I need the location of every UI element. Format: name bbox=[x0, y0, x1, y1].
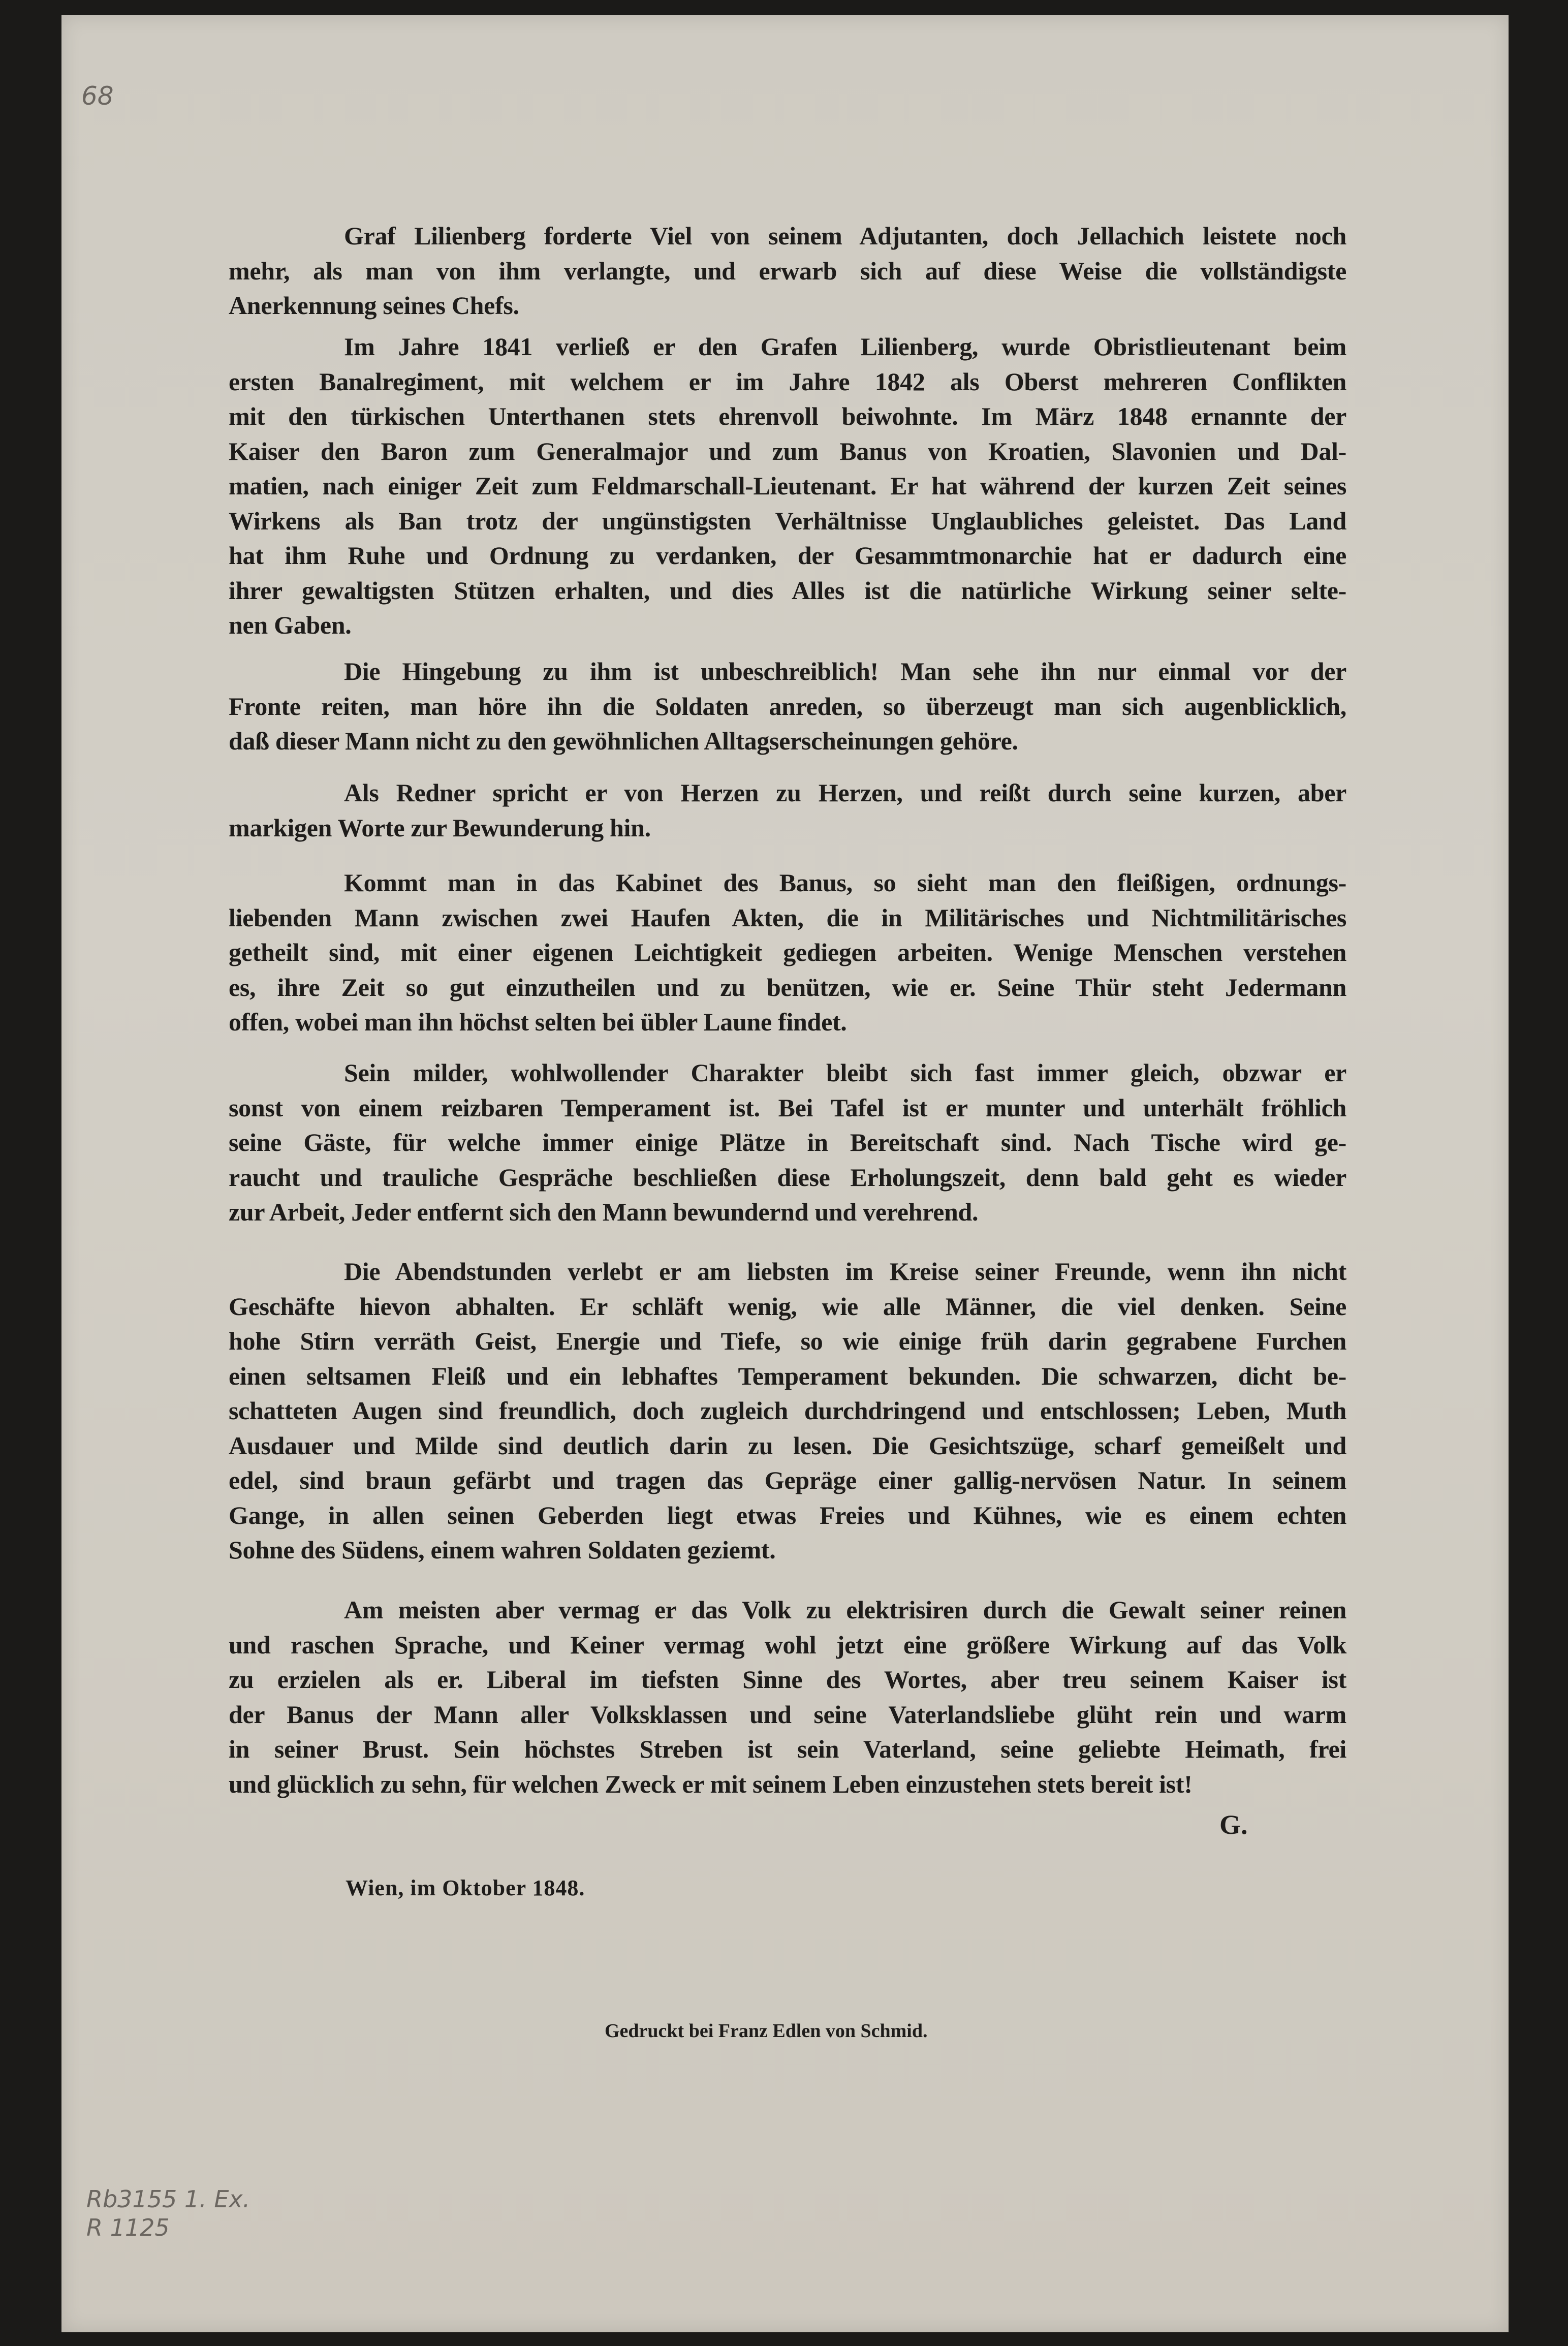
paragraph bbox=[229, 329, 1346, 643]
text-line: Wirkens als Ban trotz der ungünstigsten Verhältnisse Unglaubliches geleistet. Das Land bbox=[229, 506, 1346, 535]
text-line: getheilt sind, mit einer eigenen Leichtigkeit gediegen arbeiten. Wenige Menschen verstehen bbox=[229, 938, 1346, 966]
place-date: Wien, im Oktober 1848. bbox=[346, 1875, 585, 1900]
text-line: Sein milder, wohlwollender Charakter bleibt sich fast immer gleich, obzwar er bbox=[344, 1058, 1346, 1087]
text-line: und raschen Sprache, und Keiner vermag wohl jetzt eine größere Wirkung auf das Volk bbox=[229, 1630, 1346, 1659]
text-line: zur Arbeit, Jeder entfernt sich den Mann bewundernd und verehrend. bbox=[229, 1198, 979, 1226]
paragraph bbox=[229, 1592, 1346, 1801]
text-line: mit den türkischen Unterthanen stets ehrenvoll beiwohnte. Im März 1848 ernannte der bbox=[229, 402, 1346, 430]
handwritten-page-number: 68 bbox=[81, 81, 114, 111]
text-line: Gange, in allen seinen Geberden liegt etwas Freies und Kühnes, wie es einem echten bbox=[229, 1500, 1346, 1529]
text-line: Die Hingebung zu ihm ist unbeschreiblich! Man sehe ihn nur einmal vor der bbox=[344, 657, 1346, 685]
text-line: daß dieser Mann nicht zu den gewöhnlichen Alltagserscheinungen gehöre. bbox=[229, 727, 1018, 755]
paragraph bbox=[229, 1055, 1346, 1230]
text-line: offen, wobei man ihn höchst selten bei übler Laune findet. bbox=[229, 1008, 847, 1036]
shelf-mark bbox=[86, 2185, 250, 2242]
paragraph bbox=[229, 218, 1346, 323]
text-line: zu erzielen als er. Liberal im tiefsten Sinne des Wortes, aber treu seinem Kaiser ist bbox=[229, 1665, 1346, 1694]
text-line: Kommt man in das Kabinet des Banus, so sieht man den fleißigen, ordnungs- bbox=[344, 868, 1346, 897]
text-line: matien, nach einiger Zeit zum Feldmarschall-Lieutenant. Er hat während der kurzen Zeit seines bbox=[229, 472, 1346, 500]
text-line: raucht und trauliche Gespräche beschließen diese Erholungszeit, denn bald geht es wieder bbox=[229, 1163, 1346, 1192]
text-line: liebenden Mann zwischen zwei Haufen Akten, die in Militärisches und Nichtmilitärisches bbox=[229, 903, 1346, 932]
text-line: Ausdauer und Milde sind deutlich darin zu lesen. Die Gesichtszüge, scharf gemeißelt und bbox=[229, 1431, 1346, 1460]
text-line: und glücklich zu sehn, für welchen Zweck er mit seinem Leben einzustehen stets bereit ist! bbox=[229, 1769, 1193, 1798]
text-line: nen Gaben. bbox=[229, 611, 352, 639]
printer-imprint: Gedruckt bei Franz Edlen von Schmid. bbox=[605, 2020, 928, 2042]
text-line: Fronte reiten, man höre ihn die Soldaten anreden, so überzeugt man sich augenblicklich, bbox=[229, 692, 1346, 721]
text-line: seine Gäste, für welche immer einige Plätze in Bereitschaft sind. Nach Tische wird ge- bbox=[229, 1128, 1346, 1156]
paragraph bbox=[229, 654, 1346, 759]
paragraph bbox=[229, 865, 1346, 1040]
text-line: hohe Stirn verräth Geist, Energie und Tiefe, so wie einige früh darin gegrabene Furchen bbox=[229, 1327, 1346, 1355]
text-line: edel, sind braun gefärbt und tragen das Gepräge einer gallig-nervösen Natur. In seinem bbox=[229, 1466, 1346, 1494]
text-line: sonst von einem reizbaren Temperament ist. Bei Tafel ist er munter und unterhält fröhlich bbox=[229, 1093, 1346, 1122]
text-line: ihrer gewaltigsten Stützen erhalten, und dies Alles ist die natürliche Wirkung seiner selte- bbox=[229, 576, 1346, 605]
text-line: einen seltsamen Fleiß und ein lebhaftes Temperament bekunden. Die schwarzen, dicht be- bbox=[229, 1361, 1346, 1390]
paragraph bbox=[229, 775, 1346, 845]
text-line: Anerkennung seines Chefs. bbox=[229, 291, 519, 320]
text-line: Geschäfte hievon abhalten. Er schläft wenig, wie alle Männer, die viel denken. Seine bbox=[229, 1292, 1346, 1321]
author-signature: G. bbox=[1219, 1809, 1248, 1840]
text-line: Am meisten aber vermag er das Volk zu elektrisiren durch die Gewalt seiner reinen bbox=[344, 1596, 1346, 1624]
text-line: Die Abendstunden verlebt er am liebsten im Kreise seiner Freunde, wenn ihn nicht bbox=[344, 1257, 1346, 1286]
text-line: hat ihm Ruhe und Ordnung zu verdanken, der Gesammtmonarchie hat er dadurch eine bbox=[229, 541, 1346, 570]
text-line: Im Jahre 1841 verließ er den Grafen Lilienberg, wurde Obristlieutenant beim bbox=[344, 332, 1346, 361]
text-line: der Banus der Mann aller Volksklassen und seine Vaterlandsliebe glüht rein und warm bbox=[229, 1700, 1346, 1729]
shelf-mark-line-1: Rb3155 1. Ex. bbox=[86, 2185, 250, 2213]
text-line: Kaiser den Baron zum Generalmajor und zum Banus von Kroatien, Slavonien und Dal- bbox=[229, 436, 1346, 465]
text-line: markigen Worte zur Bewunderung hin. bbox=[229, 813, 651, 842]
text-line: Graf Lilienberg forderte Viel von seinem Adjutanten, doch Jellachich leistete noch bbox=[344, 222, 1346, 250]
paragraph bbox=[229, 1254, 1346, 1568]
text-line: schatteten Augen sind freundlich, doch zugleich durchdringend und entschlossen; Leben, Muth bbox=[229, 1396, 1346, 1425]
text-line: ersten Banalregiment, mit welchem er im Jahre 1842 als Oberst mehreren Conflikten bbox=[229, 367, 1346, 396]
text-line: Als Redner spricht er von Herzen zu Herzen, und reißt durch seine kurzen, aber bbox=[344, 778, 1346, 807]
text-line: Sohne des Südens, einem wahren Soldaten geziemt. bbox=[229, 1536, 776, 1564]
text-line: in seiner Brust. Sein höchstes Streben ist sein Vaterland, seine geliebte Heimath, frei bbox=[229, 1735, 1346, 1763]
text-line: mehr, als man von ihm verlangte, und erwarb sich auf diese Weise die vollständigste bbox=[229, 256, 1346, 285]
shelf-mark-line-2: R 1125 bbox=[86, 2214, 170, 2241]
text-line: es, ihre Zeit so gut einzutheilen und zu benützen, wie er. Seine Thür steht Jedermann bbox=[229, 973, 1346, 1002]
